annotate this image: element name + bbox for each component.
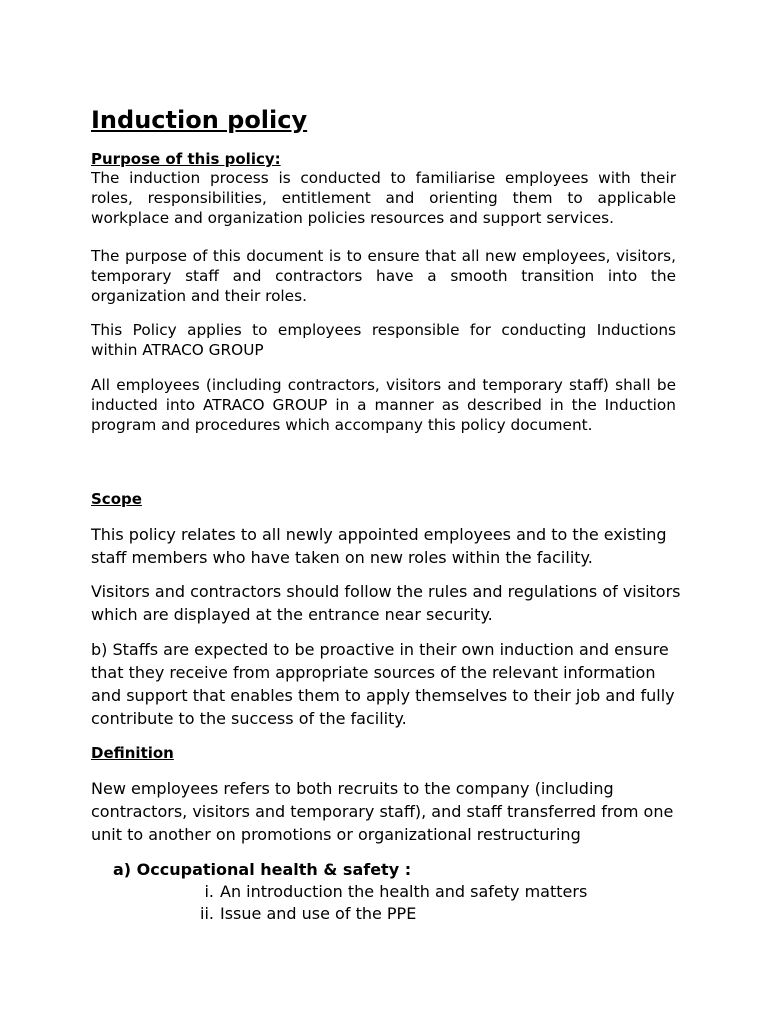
scope-paragraph-2: Visitors and contractors should follow the rules and regulations of visitors which are displayed at the entrance near security.	[91, 582, 681, 624]
definition-heading: Definition	[91, 744, 174, 762]
ohs-subheading: a) Occupational health & safety :	[113, 860, 412, 879]
list-item	[180, 881, 587, 903]
purpose-paragraph-3: This Policy applies to employees responsible for conducting Inductions within ATRACO GROUP	[91, 321, 676, 359]
list-item	[180, 903, 587, 925]
scope-paragraph-3: b) Staffs are expected to be proactive in their own induction and ensure that they receive from appropriate sources of the relevant information and support that enables them to apply themselves to their job and fully contribute to the success of the facility.	[91, 640, 675, 728]
ohs-list	[180, 881, 587, 925]
purpose-heading: Purpose of this policy:	[91, 150, 281, 168]
list-item-text: An introduction the health and safety matters	[220, 882, 588, 901]
list-item-text: Issue and use of the PPE	[220, 904, 417, 923]
list-item-number: ii.	[200, 904, 214, 923]
definition-paragraph: New employees refers to both recruits to the company (including contractors, visitors and temporary staff), and staff transferred from one unit to another on promotions or organizational restructuring	[91, 779, 674, 844]
scope-paragraph-1: This policy relates to all newly appointed employees and to the existing staff members who have taken on new roles within the facility.	[91, 525, 667, 567]
list-item-number: i.	[204, 882, 214, 901]
purpose-paragraph-4: All employees (including contractors, visitors and temporary staff) shall be inducted into ATRACO GROUP in a manner as described in the Induction program and procedures which accompany this policy document.	[91, 376, 676, 434]
scope-heading: Scope	[91, 490, 142, 508]
document-title: Induction policy	[91, 106, 308, 134]
purpose-paragraph-2: The purpose of this document is to ensure that all new employees, visitors, temporary staff and contractors have a smooth transition into the organization and their roles.	[91, 247, 676, 305]
purpose-paragraph-1: The induction process is conducted to familiarise employees with their roles, responsibilities, entitlement and orienting them to applicable workplace and organization policies resources and support services.	[91, 169, 676, 227]
